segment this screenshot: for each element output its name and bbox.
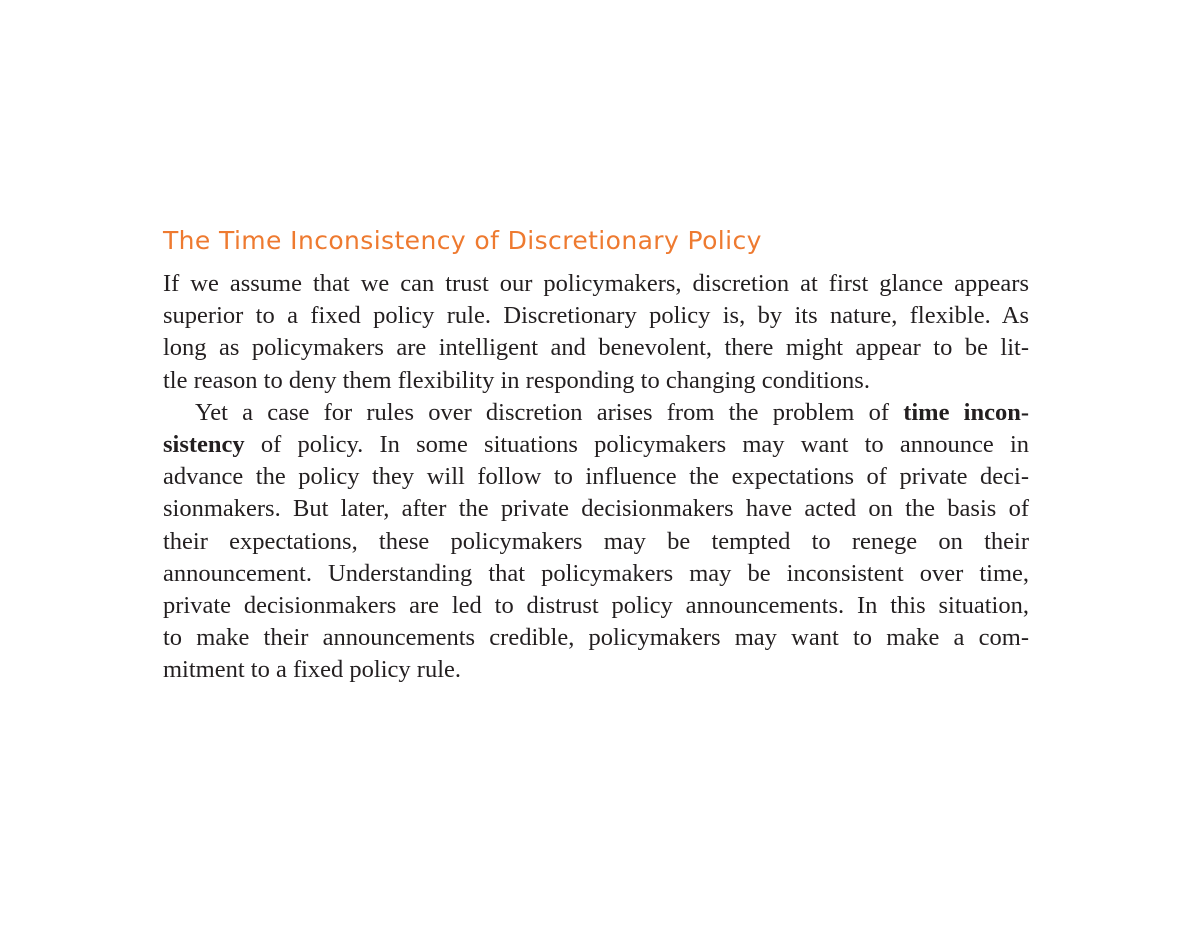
paragraph-1-line: tle reason to deny them flexibility in responding to changing conditions. (163, 366, 870, 394)
text-section (163, 224, 1029, 687)
paragraph-2-line: sionmakers. But later, after the private decisionmakers have acted on the basis of (163, 495, 1029, 523)
paragraph-2-second-line (163, 429, 1029, 461)
key-term-part-2: sistency (163, 431, 245, 459)
paragraph-2-line: their expectations, these policymakers may be tempted to renege on their (163, 527, 1029, 555)
paragraph-2-line: advance the policy they will follow to influence the expectations of private deci- (163, 463, 1029, 491)
paragraph-2-line-text: of policy. In some situations policymakers may want to announce in (260, 431, 1029, 459)
paragraph-2-line: private decisionmakers are led to distrust policy announcements. In this situation, (163, 592, 1029, 620)
paragraph-2-line-text: Yet a case for rules over discretion arises from the problem of (195, 398, 889, 426)
paragraph-2 (163, 397, 1029, 687)
paragraph-2-line: mitment to a fixed policy rule. (163, 656, 462, 684)
paragraph-1 (163, 268, 1029, 397)
paragraph-2-line: announcement. Understanding that policymakers may be inconsistent over time, (163, 559, 1029, 587)
paragraph-2-first-line (163, 397, 1029, 429)
paragraph-1-line: superior to a fixed policy rule. Discretionary policy is, by its nature, flexible. As (163, 302, 1029, 330)
key-term-part-1: time incon- (903, 398, 1030, 426)
section-heading: The Time Inconsistency of Discretionary Policy (163, 226, 762, 255)
paragraph-1-line: If we assume that we can trust our policymakers, discretion at first glance appears (163, 270, 1029, 297)
paragraph-2-line: to make their announcements credible, policymakers may want to make a com- (163, 624, 1029, 652)
paragraph-1-line: long as policymakers are intelligent and benevolent, there might appear to be lit- (163, 334, 1029, 362)
